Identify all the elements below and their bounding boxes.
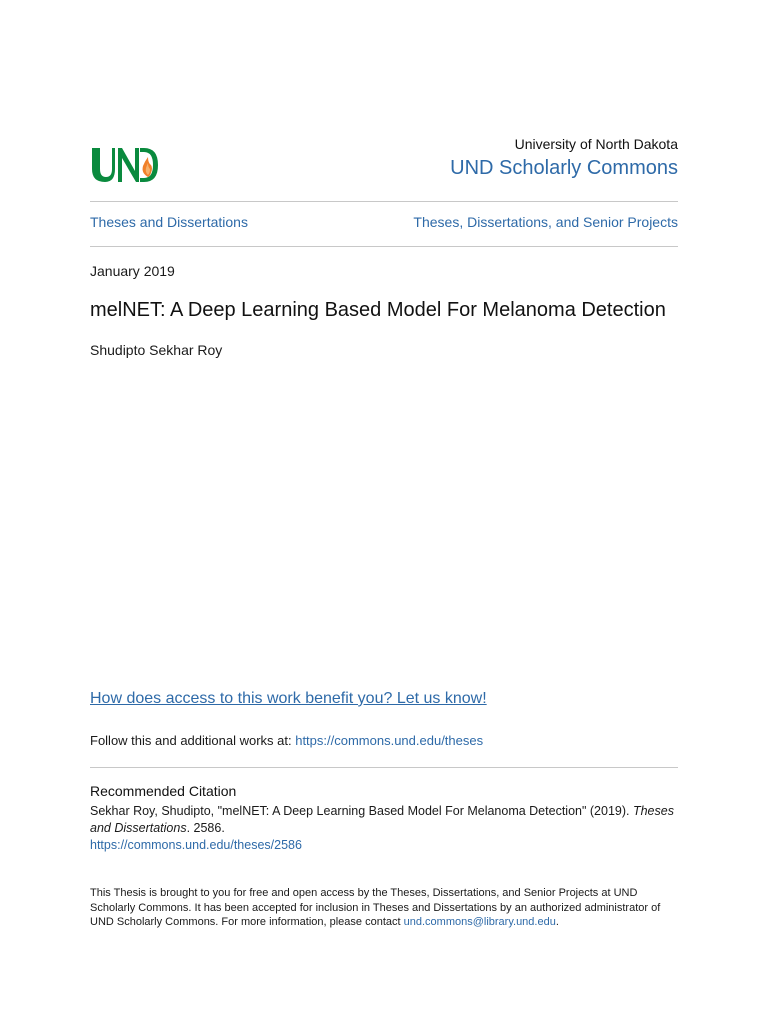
follow-label: Follow this and additional works at: bbox=[90, 733, 296, 748]
author-name: Shudipto Sekhar Roy bbox=[90, 342, 223, 358]
citation-series: Theses and Dissertations bbox=[90, 804, 674, 835]
citation-divider bbox=[90, 767, 678, 768]
senior-projects-link[interactable]: Theses, Dissertations, and Senior Projects bbox=[413, 214, 678, 230]
publication-date: January 2019 bbox=[90, 263, 175, 279]
work-title: melNET: A Deep Learning Based Model For Melanoma Detection bbox=[90, 299, 666, 321]
header-divider bbox=[90, 201, 678, 202]
nav-divider bbox=[90, 246, 678, 247]
citation-main: Sekhar Roy, Shudipto, "melNET: A Deep Learning Based Model For Melanoma Detection" (2019). bbox=[90, 804, 633, 818]
citation-url-link[interactable]: https://commons.und.edu/theses/2586 bbox=[90, 838, 302, 852]
repository-name-link[interactable]: UND Scholarly Commons bbox=[450, 157, 678, 179]
feedback-link[interactable]: How does access to this work benefit you? Let us know! bbox=[90, 690, 487, 707]
contact-email-link[interactable]: und.commons@library.und.edu bbox=[403, 916, 556, 928]
theses-dissertations-link[interactable]: Theses and Dissertations bbox=[90, 214, 248, 230]
citation-text bbox=[90, 803, 678, 837]
notice-end: . bbox=[555, 916, 559, 928]
citation-heading: Recommended Citation bbox=[90, 783, 237, 799]
university-name: University of North Dakota bbox=[514, 136, 678, 152]
citation-number: . 2586. bbox=[186, 821, 225, 835]
follow-url-link[interactable]: https://commons.und.edu/theses bbox=[295, 733, 484, 748]
access-notice bbox=[90, 886, 678, 930]
und-logo-icon[interactable] bbox=[90, 146, 160, 184]
cover-page bbox=[90, 0, 678, 1024]
notice-text: This Thesis is brought to you for free and open access by the Theses, Dissertations, and Senior Projects at UND Scholarly Commons. It has been accepted for inclusion in Theses and Dissertations by an authorized administrator of UND Scholarly Commons. For more information, please contact bbox=[90, 887, 661, 928]
follow-line bbox=[90, 733, 483, 748]
